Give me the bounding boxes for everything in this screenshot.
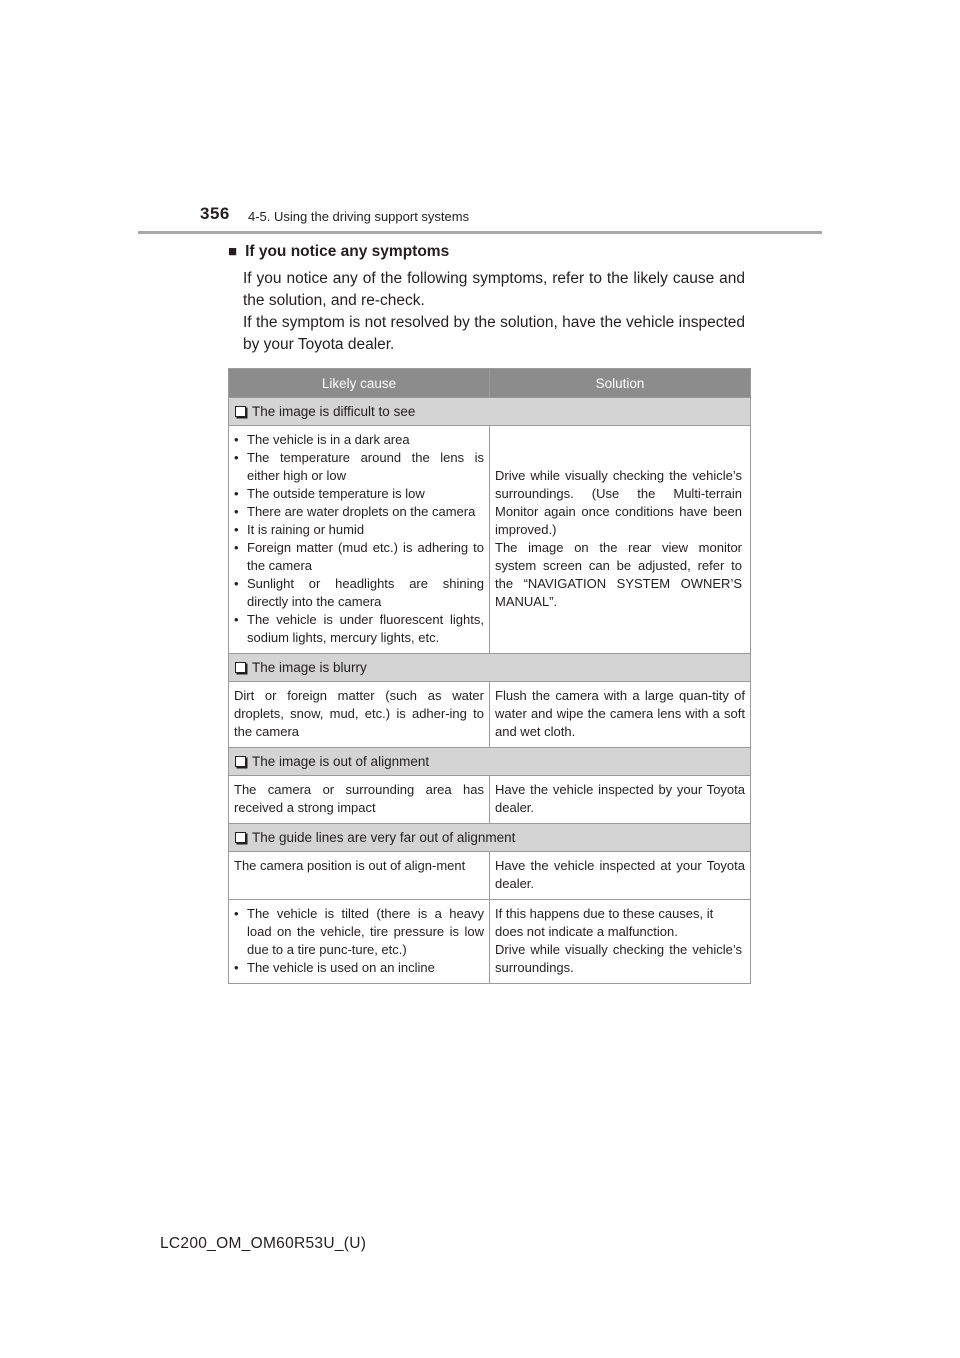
cause-item: • It is raining or humid: [234, 521, 484, 539]
cause-item: • The vehicle is in a dark area: [234, 431, 484, 449]
solution-text: Drive while visually checking the vehicle’s surroundings. (Use the Multi-terrain Monitor again once conditions have been improved.): [495, 468, 742, 537]
solution-cell: Have the vehicle inspected at your Toyota dealer.: [490, 852, 751, 900]
cause-item: • The vehicle is used on an incline: [234, 959, 484, 977]
header-divider: [138, 231, 822, 234]
cause-item: • There are water droplets on the camera: [234, 503, 484, 521]
cause-item: • The vehicle is tilted (there is a heavy load on the vehicle, tire pressure is low due to a tire punc-ture, etc.): [234, 905, 484, 959]
intro-paragraph: If the symptom is not resolved by the solution, have the vehicle inspected by your Toyota dealer.: [243, 314, 745, 353]
square-marker: ■: [228, 243, 238, 260]
table-header-row: [229, 369, 751, 398]
symptom-title: The image is difficult to see: [252, 404, 416, 419]
solution-cell: [490, 426, 751, 654]
section-title: 4-5. Using the driving support systems: [248, 209, 470, 224]
table-row: [229, 426, 751, 654]
checkbox-icon: [235, 832, 246, 843]
symptom-category-row: [229, 748, 751, 776]
checkbox-icon: [235, 756, 246, 767]
symptom-title: The image is out of alignment: [252, 754, 430, 769]
solution-cell: Have the vehicle inspected by your Toyota dealer.: [490, 776, 751, 824]
column-header-likely-cause: Likely cause: [229, 369, 490, 398]
solution-text: If this happens due to these causes, it does not indicate a malfunction.: [495, 906, 714, 939]
symptom-category-row: [229, 398, 751, 426]
checkbox-icon: [235, 662, 246, 673]
solution-cell: [490, 900, 751, 984]
solution-cell: Flush the camera with a large quan-tity of water and wipe the camera lens with a soft and wet cloth.: [490, 682, 751, 748]
likely-cause-cell: Dirt or foreign matter (such as water droplets, snow, mud, etc.) is adher-ing to the camera: [229, 682, 490, 748]
cause-list: [234, 431, 484, 647]
cause-list: [234, 905, 484, 977]
page-number: 356: [200, 204, 230, 223]
column-header-solution: Solution: [490, 369, 751, 398]
cause-item: • Sunlight or headlights are shining directly into the camera: [234, 575, 484, 611]
solution-text: Drive while visually checking the vehicle’s surroundings.: [495, 942, 742, 975]
likely-cause-cell: The camera or surrounding area has received a strong impact: [229, 776, 490, 824]
checkbox-icon: [235, 406, 246, 417]
table-row: [229, 900, 751, 984]
symptom-title: The image is blurry: [252, 660, 367, 675]
likely-cause-cell: The camera position is out of align-ment: [229, 852, 490, 900]
cause-item: • The temperature around the lens is either high or low: [234, 449, 484, 485]
symptom-title: The guide lines are very far out of alignment: [252, 830, 516, 845]
subsection-heading: [228, 243, 449, 261]
heading-text: If you notice any symptoms: [245, 243, 450, 260]
symptom-table: [228, 368, 751, 984]
intro-paragraph: If you notice any of the following symptoms, refer to the likely cause and the solution, and re-check.: [243, 270, 745, 309]
symptom-category-row: [229, 654, 751, 682]
symptom-category: [229, 824, 751, 852]
likely-cause-cell: [229, 426, 490, 654]
manual-code: LC200_OM_OM60R53U_(U): [160, 1235, 367, 1252]
symptom-category: [229, 748, 751, 776]
symptom-category-row: [229, 824, 751, 852]
symptom-category: [229, 398, 751, 426]
table-row: [229, 852, 751, 900]
table-row: [229, 776, 751, 824]
cause-item: • Foreign matter (mud etc.) is adhering to the camera: [234, 539, 484, 575]
likely-cause-cell: [229, 900, 490, 984]
cause-item: • The vehicle is under fluorescent lights, sodium lights, mercury lights, etc.: [234, 611, 484, 647]
solution-text: The image on the rear view monitor system screen can be adjusted, refer to the “NAVIGATION SYSTEM OWNER’S MANUAL”.: [495, 540, 742, 609]
cause-item: • The outside temperature is low: [234, 485, 484, 503]
table-row: [229, 682, 751, 748]
symptom-category: [229, 654, 751, 682]
